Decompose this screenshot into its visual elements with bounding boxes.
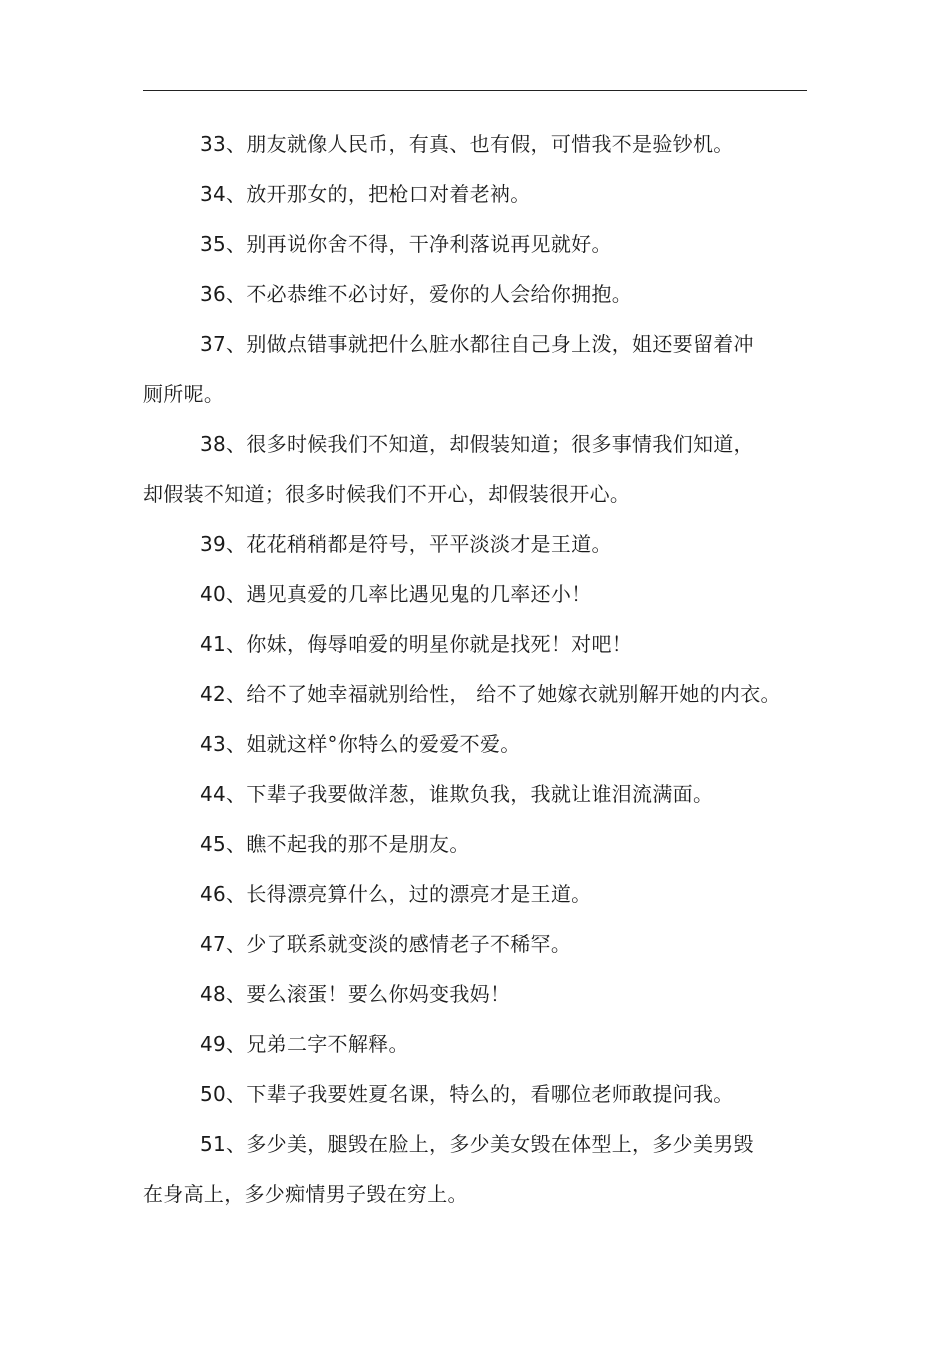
quote-line: 40、遇见真爱的几率比遇见鬼的几率还小！ — [200, 582, 592, 606]
quote-line: 44、下辈子我要做洋葱，谁欺负我，我就让谁泪流满面。 — [200, 782, 714, 806]
quote-line-continuation: 厕所呢。 — [143, 382, 225, 406]
quote-line-continuation: 在身高上，多少痴情男子毁在穷上。 — [143, 1182, 468, 1206]
quote-line: 34、放开那女的，把枪口对着老衲。 — [200, 182, 531, 206]
quote-line: 42、给不了她幸福就别给性， 给不了她嫁衣就别解开她的内衣。 — [200, 682, 781, 706]
quote-line: 43、姐就这样°你特么的爱爱不爱。 — [200, 732, 521, 756]
quote-line: 39、花花稍稍都是符号，平平淡淡才是王道。 — [200, 532, 612, 556]
quote-line: 37、别做点错事就把什么脏水都往自己身上泼，姐还要留着冲 — [200, 332, 754, 356]
quote-line: 35、别再说你舍不得，干净利落说再见就好。 — [200, 232, 612, 256]
quote-line: 48、要么滚蛋！要么你妈变我妈！ — [200, 982, 511, 1006]
quote-line: 47、少了联系就变淡的感情老子不稀罕。 — [200, 932, 572, 956]
quote-line: 51、多少美，腿毁在脸上，多少美女毁在体型上，多少美男毁 — [200, 1132, 754, 1156]
quote-line: 46、长得漂亮算什么，过的漂亮才是王道。 — [200, 882, 592, 906]
quote-line: 38、很多时候我们不知道，却假装知道；很多事情我们知道， — [200, 432, 754, 456]
quote-line: 41、你妹，侮辱咱爱的明星你就是找死！对吧！ — [200, 632, 633, 656]
quote-line: 45、瞧不起我的那不是朋友。 — [200, 832, 470, 856]
quote-line: 49、兄弟二字不解释。 — [200, 1032, 409, 1056]
header-rule — [143, 90, 807, 91]
document-body — [143, 119, 807, 1219]
quote-line: 50、下辈子我要姓夏名课，特么的，看哪位老师敢提问我。 — [200, 1082, 734, 1106]
quote-line-continuation: 却假装不知道；很多时候我们不开心，却假装很开心。 — [143, 482, 631, 506]
quote-line: 33、朋友就像人民币，有真、也有假，可惜我不是验钞机。 — [200, 132, 734, 156]
quote-line: 36、不必恭维不必讨好，爱你的人会给你拥抱。 — [200, 282, 633, 306]
